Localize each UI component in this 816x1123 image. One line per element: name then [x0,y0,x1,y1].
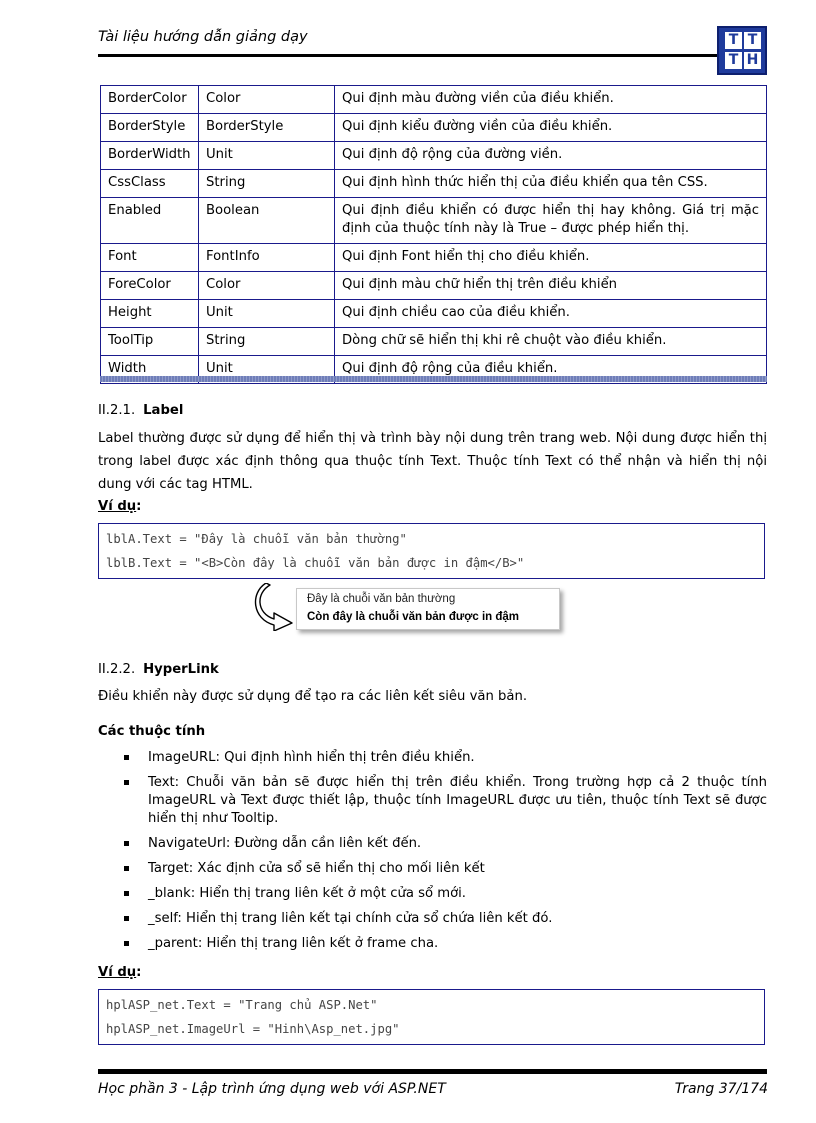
rendered-output-box [296,588,560,630]
list-item: _blank: Hiển thị trang liên kết ở một cửa sổ mới. [98,885,767,903]
property-type-cell: Boolean [199,198,335,244]
property-type-cell: String [199,170,335,198]
code-line: lblB.Text = "<B>Còn đây là chuỗi văn bản được in đậm</B>" [106,556,525,570]
property-description-cell: Qui định chiều cao của điều khiển. [335,300,767,328]
property-type-cell: Unit [199,356,335,384]
bullet-icon [124,755,129,760]
property-type-cell: FontInfo [199,244,335,272]
list-item: _self: Hiển thị trang liên kết tại chính cửa sổ chứa liên kết đó. [98,910,767,928]
bullet-icon [124,941,129,946]
bullet-icon [124,916,129,921]
property-name-cell: ForeColor [101,272,199,300]
tth-logo [717,26,767,75]
list-item: ImageURL: Qui định hình hiển thị trên điều khiển. [98,749,767,767]
property-description-cell: Qui định màu đường viền của điều khiển. [335,86,767,114]
section-heading-label [98,403,183,418]
header-title: Tài liệu hướng dẫn giảng dạy [98,29,308,45]
logo-letter: T [725,52,742,69]
footer-rule [98,1069,767,1074]
property-type-cell: Unit [199,142,335,170]
label-output-illustration [252,583,567,631]
section-title: HyperLink [143,662,219,677]
output-bold-text: Còn đây là chuỗi văn bản được in đậm [307,611,520,623]
bullet-icon [124,841,129,846]
code-line: hplASP_net.Text = "Trang chủ ASP.Net" [106,998,378,1012]
logo-letter: T [725,32,742,49]
property-description-cell: Qui định kiểu đường viền của điều khiển. [335,114,767,142]
table-row [101,244,767,272]
section-title: Label [143,403,184,418]
logo-letter: T [744,32,761,49]
properties-heading: Các thuộc tính [98,724,206,739]
section-heading-hyperlink [98,662,219,677]
property-name-cell: BorderStyle [101,114,199,142]
example-label: Ví dụ: [98,499,142,514]
property-description-cell: Qui định độ rộng của đường viền. [335,142,767,170]
table-row [101,300,767,328]
footer-page-number: Trang 37/174 [674,1081,768,1097]
label-code-block [98,523,765,579]
properties-table [100,85,767,384]
bullet-icon [124,866,129,871]
property-name-cell: BorderWidth [101,142,199,170]
property-type-cell: String [199,328,335,356]
property-description-cell: Qui định độ rộng của điều khiển. [335,356,767,384]
property-type-cell: BorderStyle [199,114,335,142]
header-rule [98,54,717,57]
property-description-cell: Dòng chữ sẽ hiển thị khi rê chuột vào điều khiển. [335,328,767,356]
property-description-cell: Qui định điều khiển có được hiển thị hay không. Giá trị mặc định của thuộc tính này là True – được phép hiển thị. [335,198,767,244]
logo-letter: H [744,52,761,69]
list-item: Text: Chuỗi văn bản sẽ được hiển thị trên điều khiển. Trong trường hợp cả 2 thuộc tính ImageURL và Text được thiết lập, thuộc tính ImageURL được ưu tiên, thuộc tính Text sẽ được hiển thị như Tooltip. [98,774,767,828]
list-item: _parent: Hiển thị trang liên kết ở frame cha. [98,935,767,953]
section-number: II.2.2. [98,662,136,677]
table-row [101,142,767,170]
list-item: Target: Xác định cửa sổ sẽ hiển thị cho mối liên kết [98,860,767,878]
footer-course: Học phần 3 - Lập trình ứng dụng web với ASP.NET [98,1081,446,1097]
code-line: hplASP_net.ImageUrl = "Hinh\Asp_net.jpg" [106,1022,400,1036]
property-name-cell: CssClass [101,170,199,198]
output-normal-text: Đây là chuỗi văn bản thường [307,593,456,605]
code-line: lblA.Text = "Đây là chuỗi văn bản thường" [106,532,407,546]
property-name-cell: Enabled [101,198,199,244]
property-name-cell: Height [101,300,199,328]
section-number: II.2.1. [98,403,136,418]
property-name-cell: Width [101,356,199,384]
hyperlink-code-block [98,989,765,1045]
property-name-cell: BorderColor [101,86,199,114]
list-item: NavigateUrl: Đường dẫn cần liên kết đến. [98,835,767,853]
property-type-cell: Color [199,272,335,300]
label-description: Label thường được sử dụng để hiển thị và trình bày nội dung trên trang web. Nội dung được hiển thị trong label được xác định thông qua thuộc tính Text. Thuộc tính Text có thể nhận và hiển thị nội dung với các tag HTML. [98,431,767,492]
property-description-cell: Qui định Font hiển thị cho điều khiển. [335,244,767,272]
hyperlink-properties-list [98,749,767,953]
property-description-cell: Qui định hình thức hiển thị của điều khiển qua tên CSS. [335,170,767,198]
example-label: Ví dụ: [98,965,142,980]
table-bottom-bar [100,376,767,382]
property-name-cell: ToolTip [101,328,199,356]
table-row [101,328,767,356]
table-row [101,272,767,300]
table-row [101,170,767,198]
property-type-cell: Unit [199,300,335,328]
bullet-icon [124,891,129,896]
property-description-cell: Qui định màu chữ hiển thị trên điều khiển [335,272,767,300]
bullet-icon [124,780,129,785]
table-row [101,198,767,244]
property-type-cell: Color [199,86,335,114]
table-row [101,86,767,114]
curved-arrow-icon [252,583,296,631]
property-name-cell: Font [101,244,199,272]
hyperlink-description: Điều khiển này được sử dụng để tạo ra các liên kết siêu văn bản. [98,689,528,704]
table-row [101,114,767,142]
